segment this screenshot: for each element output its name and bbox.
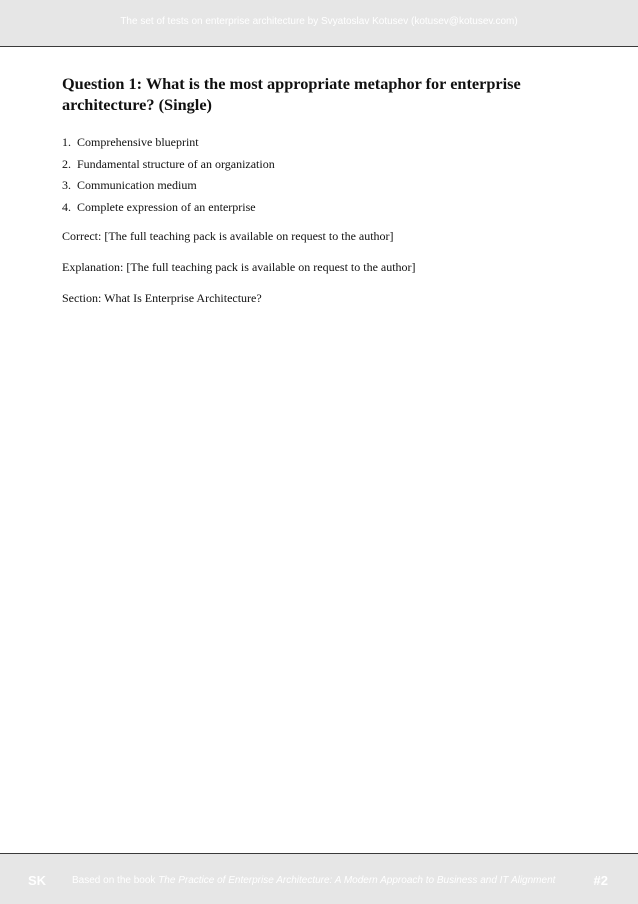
question-title: Question 1: What is the most appropriate metaphor for enterprise architecture? (Single) [62, 74, 521, 114]
footer-book-reference [72, 875, 555, 886]
footer-prefix: Based on the book [72, 875, 159, 886]
answer-option [62, 154, 582, 176]
option-text: Communication medium [77, 178, 197, 192]
option-number: 2. [62, 156, 71, 171]
explanation-line: Explanation: [The full teaching pack is available on request to the author] [62, 260, 416, 274]
option-number: 4. [62, 199, 71, 214]
header-text: The set of tests on enterprise architecture by Svyatoslav Kotusev (kotusev@kotusev.com) [120, 16, 518, 27]
option-text: Fundamental structure of an organization [77, 156, 275, 171]
option-number: 3. [62, 178, 71, 192]
answer-option [62, 197, 582, 219]
correct-answer-line: Correct: [The full teaching pack is available on request to the author] [62, 229, 394, 243]
book-title: The Practice of Enterprise Architecture: A Modern Approach to Business and IT Alignment [158, 875, 556, 886]
page-header [0, 0, 638, 47]
option-number: 1. [62, 135, 71, 149]
option-text: Comprehensive blueprint [77, 135, 199, 149]
page-footer [0, 853, 638, 904]
answer-option [62, 175, 582, 197]
answer-option [62, 132, 582, 154]
section-line: Section: What Is Enterprise Architecture? [62, 291, 262, 305]
page-content [62, 73, 582, 322]
answer-options [62, 132, 582, 218]
option-text: Complete expression of an enterprise [77, 199, 256, 214]
author-logo: SK [28, 873, 47, 888]
page-number: #2 [593, 873, 608, 888]
